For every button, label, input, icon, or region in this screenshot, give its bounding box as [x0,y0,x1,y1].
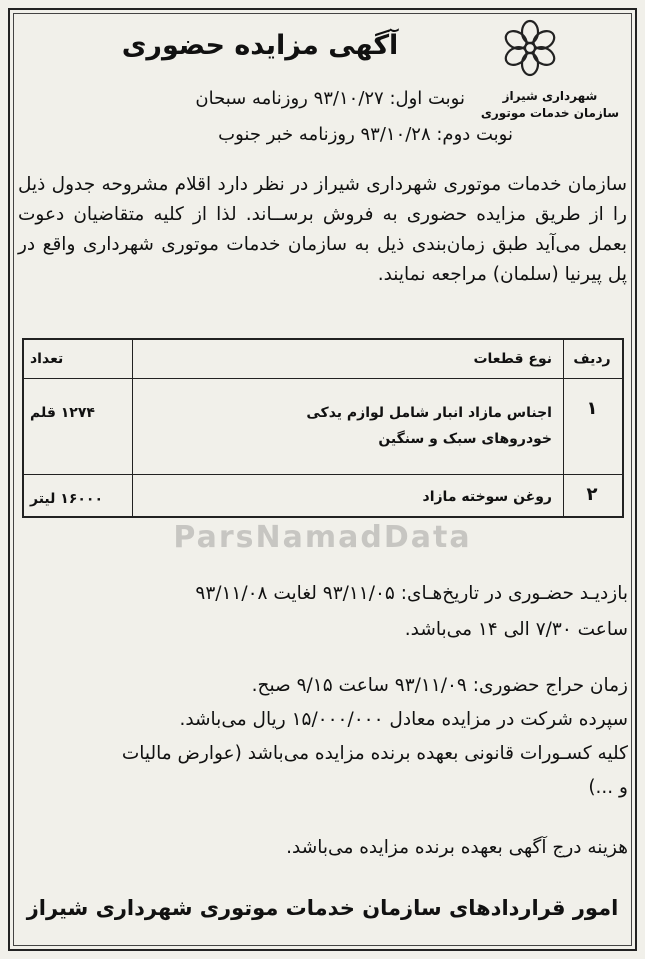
row-divider [24,378,622,379]
header-item-type: نوع قطعات [473,351,552,367]
auction-time: زمان حراج حضوری: ۹۳/۱۱/۰۹ ساعت ۹/۱۵ صبح. [251,675,628,696]
organization-name [470,88,630,122]
page-title: آگهی مزایده حضوری [121,30,399,61]
visit-dates: بازدیـد حضـوری در تاریخ‌هـای: ۹۳/۱۱/۰۵ لغایت ۹۳/۱۱/۰۸ [195,583,628,604]
watermark: ParsNamadData [173,520,472,555]
row-divider [24,474,622,475]
intro-paragraph: سازمان خدمات موتوری شهرداری شیراز در نظر دارد اقلام مشروحه جدول ذیل را از طریق مزایده حضوری به فروش برســاند. لذا از کلیه متقاضیان دعوت بعمل می‌آید طبق زمان‌بندی ذیل به سازمان خدمات موتوری شهرداری واقع در پل پیرنیا (سلمان) مراجعه نمایند. [18,174,627,285]
table-row-1-number: ۱ [586,398,598,419]
column-divider [563,340,564,516]
ad-cost-note: هزینه درج آگهی بعهده برنده مزایده می‌باشد. [286,837,628,858]
legal-deductions-continued: و ...) [588,777,628,798]
organization-line-2: سازمان خدمات موتوری [480,106,620,120]
visit-hours: ساعت ۷/۳۰ الی ۱۴ می‌باشد. [404,619,628,640]
footer-signature: امور قراردادهای سازمان خدمات موتوری شهرداری شیراز [26,896,619,920]
deposit-amount: سپرده شرکت در مزایده معادل ۱۵/۰۰۰/۰۰۰ ریال می‌باشد. [179,709,628,730]
shiraz-municipality-logo [500,18,560,78]
items-table [22,338,624,518]
table-row-2-count: ۱۶۰۰۰ لیتر [30,491,104,507]
table-row-2-item: روغن سوخته مازاد [422,489,552,505]
header-row-number: ردیف [573,351,611,367]
table-row-1-count: ۱۲۷۴ قلم [30,405,95,421]
column-divider [132,340,133,516]
second-notice: نوبت دوم: ۹۳/۱۰/۲۸ روزنامه خبر جنوب [218,124,513,145]
table-row-1-item: اجناس مازاد انبار شامل لوازم یدکی خودروهای سبک و سنگین [306,405,552,447]
legal-deductions: کلیه کسـورات قانونی بعهده برنده مزایده می‌باشد (عوارض مالیات [121,743,628,764]
header-count: تعداد [30,351,64,367]
table-row-2-number: ۲ [586,484,598,505]
first-notice: نوبت اول: ۹۳/۱۰/۲۷ روزنامه سبحان [195,88,465,109]
organization-line-1: شهرداری شیراز [502,89,598,103]
